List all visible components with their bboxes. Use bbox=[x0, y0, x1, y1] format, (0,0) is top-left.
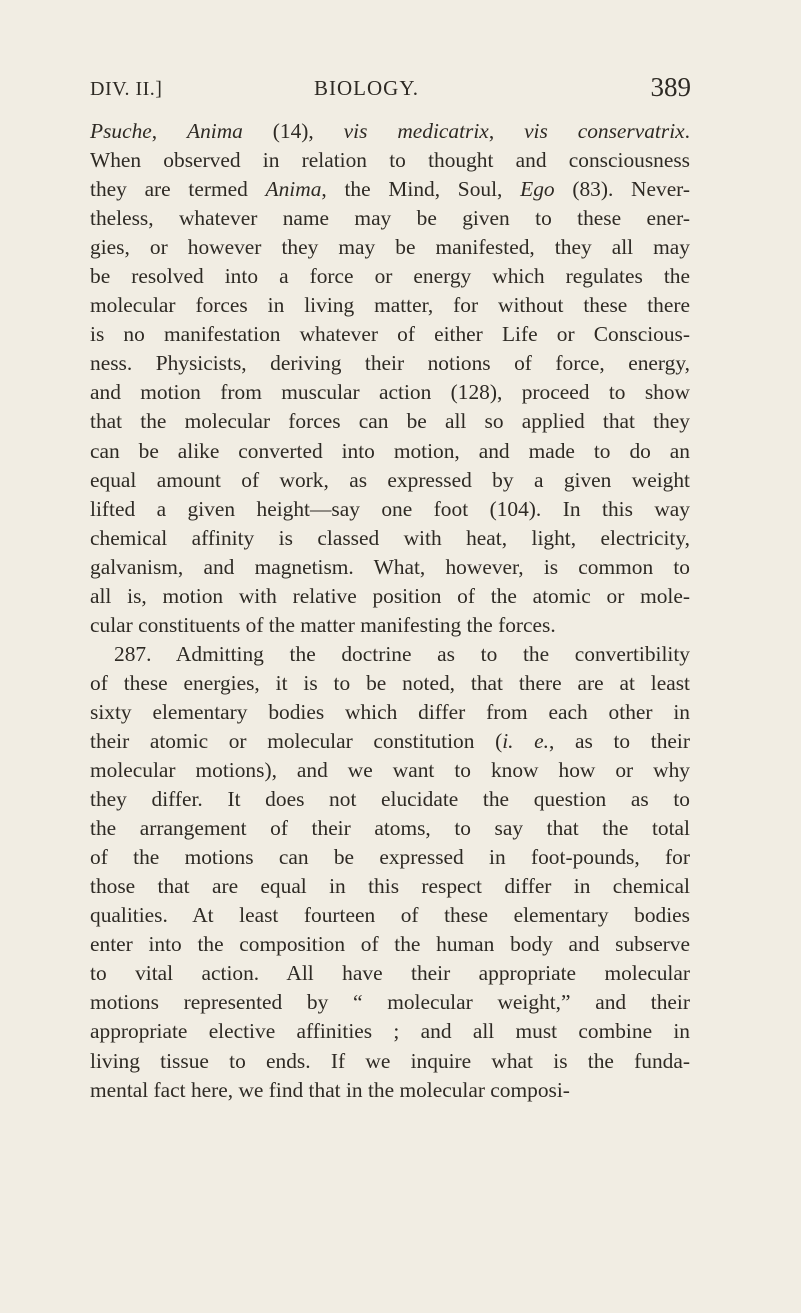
text-line: of these energies, it is to be noted, that there are at least bbox=[90, 670, 690, 695]
text-line: cular constituents of the matter manifesting the forces. bbox=[90, 612, 556, 637]
text-line: to vital action. All have their appropriate molecular bbox=[90, 961, 690, 986]
body-text bbox=[90, 117, 690, 1105]
page-number: 389 bbox=[650, 72, 691, 102]
text-line: enter into the composition of the human body and subserve bbox=[90, 932, 690, 957]
text-line: those that are equal in this respect differ in chemical bbox=[90, 874, 690, 899]
text-line: motions represented by “ molecular weight,” and their bbox=[90, 990, 690, 1015]
text-line: is no manifestation whatever of either Life or Conscious- bbox=[90, 322, 690, 347]
text-line: ness. Physicists, deriving their notions of force, energy, bbox=[90, 351, 690, 376]
text-line: molecular forces in living matter, for without these there bbox=[90, 293, 690, 318]
text-line: living tissue to ends. If we inquire what is the funda- bbox=[90, 1048, 690, 1073]
section-label: DIV. II.] bbox=[90, 78, 163, 100]
text-line: sixty elementary bodies which differ from each other in bbox=[90, 699, 690, 724]
text-line: When observed in relation to thought and consciousness bbox=[90, 148, 690, 173]
text-line: chemical affinity is classed with heat, light, electricity, bbox=[90, 525, 690, 550]
text-line: appropriate elective affinities ; and all must combine in bbox=[90, 1019, 690, 1044]
text-line: of the motions can be expressed in foot-pounds, for bbox=[90, 845, 690, 870]
text-line: all is, motion with relative position of the atomic or mole- bbox=[90, 583, 690, 608]
text-line: mental fact here, we find that in the molecular composi- bbox=[90, 1077, 570, 1102]
text-line: the arrangement of their atoms, to say that the total bbox=[90, 816, 690, 841]
text-line: molecular motions), and we want to know how or why bbox=[90, 758, 690, 783]
text-line: they differ. It does not elucidate the question as to bbox=[90, 787, 690, 812]
text-line: galvanism, and magnetism. What, however, is common to bbox=[90, 554, 690, 579]
text-line: lifted a given height—say one foot (104). In this way bbox=[90, 496, 690, 521]
text-line: Psuche, Anima (14), vis medicatrix, vis conservatrix. bbox=[90, 119, 690, 143]
text-line: gies, or however they may be manifested, they all may bbox=[90, 235, 690, 260]
text-line: be resolved into a force or energy which regulates the bbox=[90, 264, 690, 289]
running-header bbox=[90, 72, 691, 112]
text-line: 287. Admitting the doctrine as to the convertibility bbox=[114, 641, 690, 666]
text-line: they are termed Anima, the Mind, Soul, Ego (83). Never- bbox=[90, 177, 691, 202]
text-line: and motion from muscular action (128), proceed to show bbox=[90, 380, 690, 405]
text-line: equal amount of work, as expressed by a given weight bbox=[90, 467, 690, 492]
text-line: can be alike converted into motion, and made to do an bbox=[90, 438, 690, 463]
text-line: qualities. At least fourteen of these elementary bodies bbox=[90, 903, 690, 928]
text-line: their atomic or molecular constitution (i. e., as to their bbox=[90, 728, 690, 753]
text-line: that the molecular forces can be all so applied that they bbox=[90, 409, 690, 434]
running-title: BIOLOGY. bbox=[314, 76, 420, 100]
text-line: theless, whatever name may be given to these ener- bbox=[90, 206, 690, 231]
